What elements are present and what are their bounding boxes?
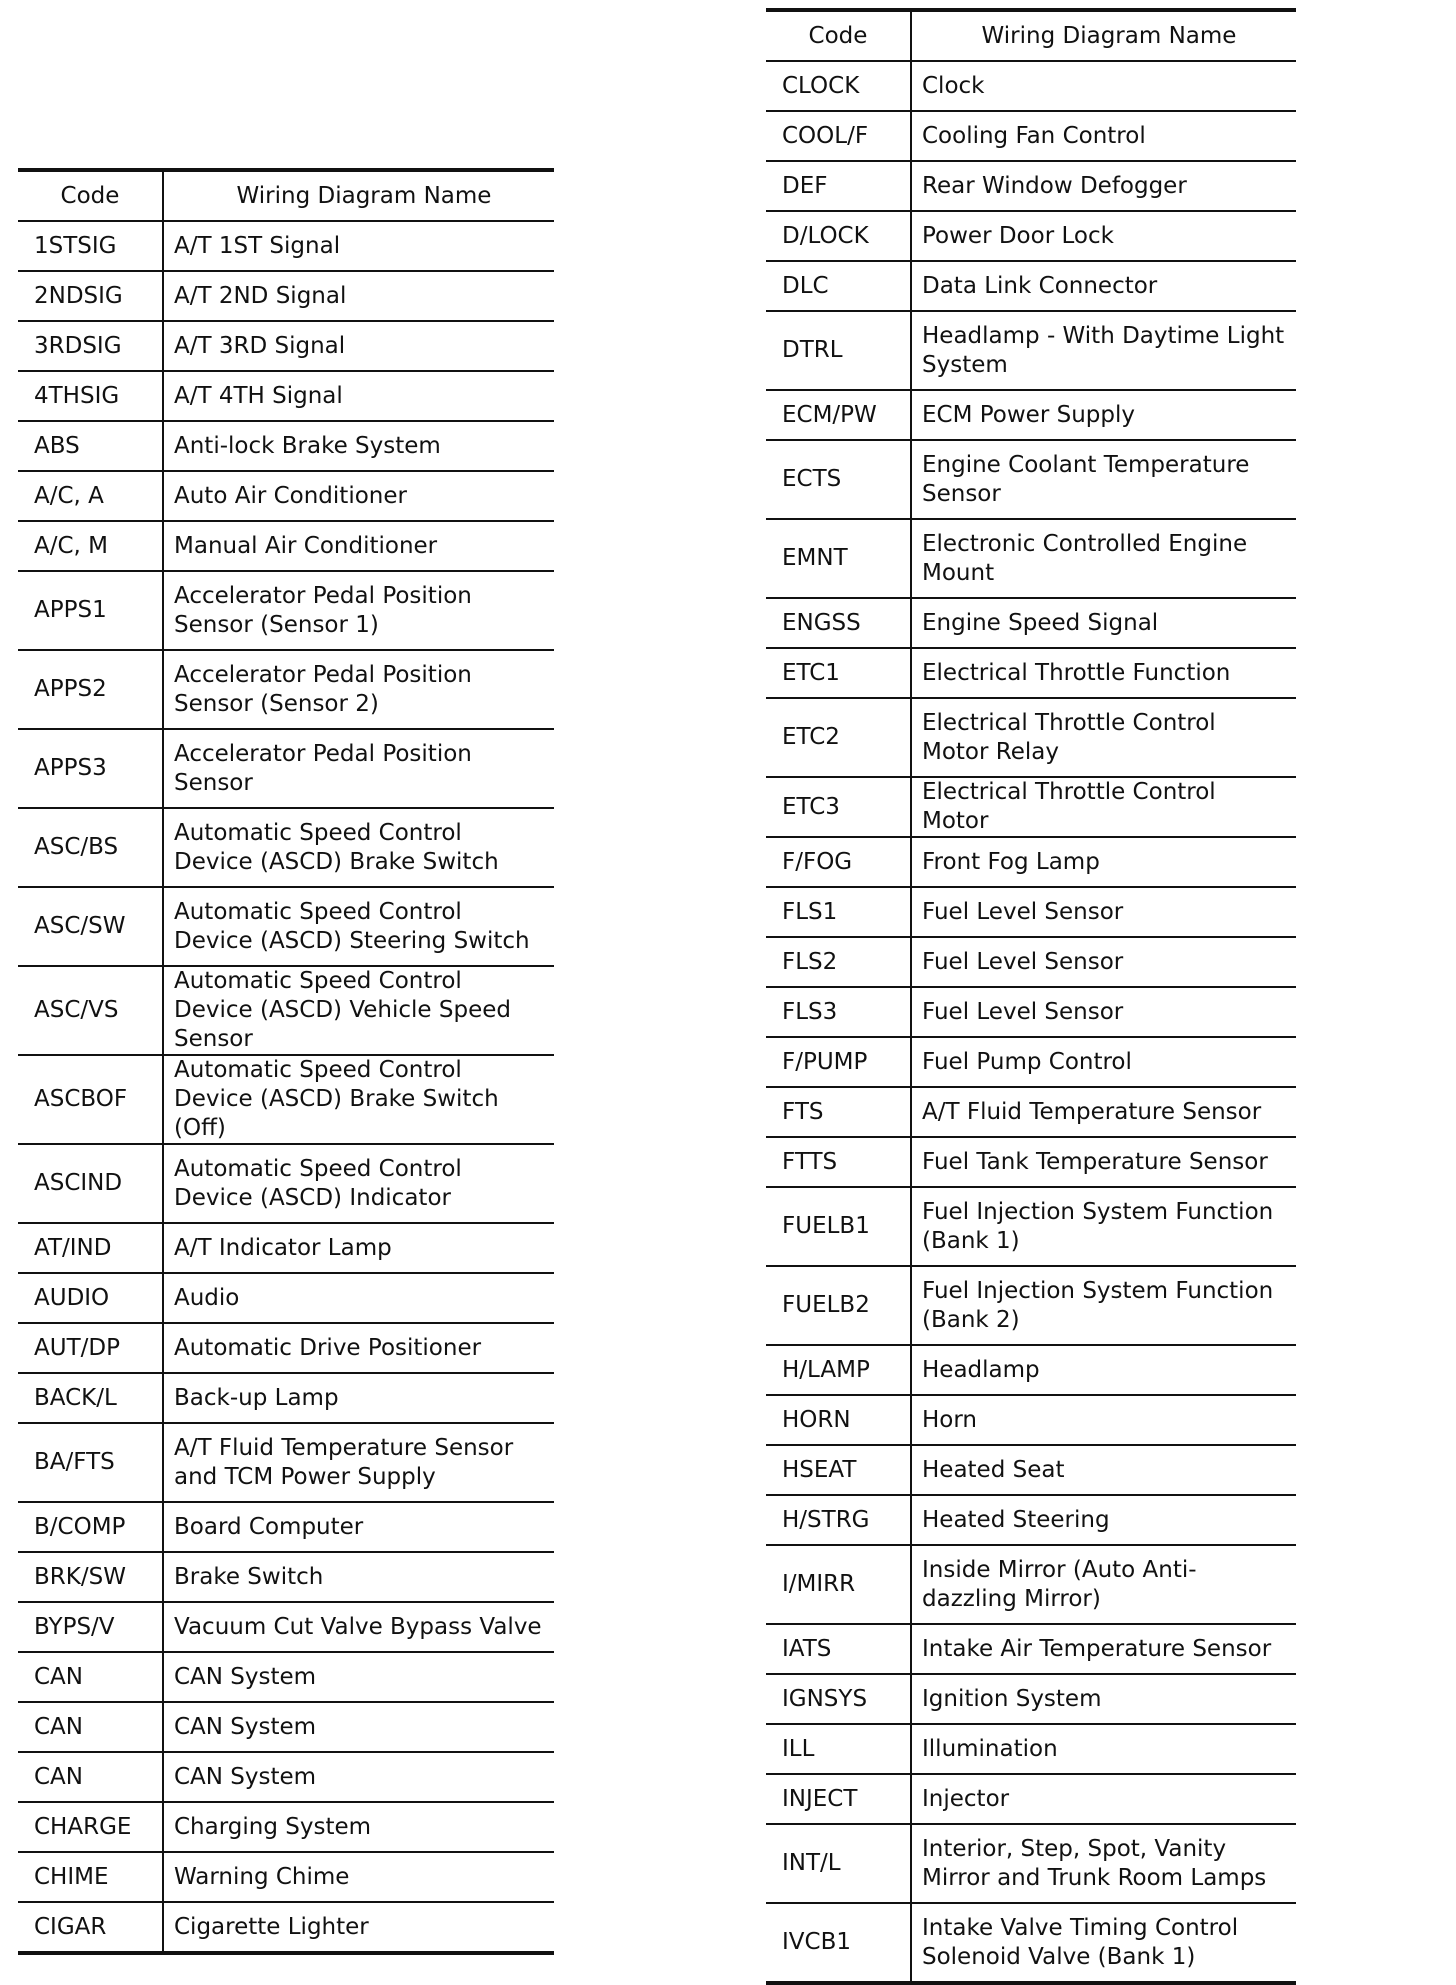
table-row [766,777,1296,837]
code-cell: ENGSS [766,598,911,648]
code-cell: 1STSIG [18,221,163,271]
wiring-diagram-name-cell: Automatic Drive Positioner [163,1323,554,1373]
table-row [766,1345,1296,1395]
table-row [766,1674,1296,1724]
wiring-diagram-name-cell: Electrical Throttle Control Motor Relay [911,698,1296,777]
code-cell: APPS3 [18,729,163,808]
table-row [18,1902,554,1953]
table-row [766,519,1296,598]
table-header-row [766,10,1296,61]
wiring-diagram-name-cell: Electrical Throttle Control Motor [911,777,1296,837]
table-row [766,311,1296,390]
wiring-diagram-name-cell: Cooling Fan Control [911,111,1296,161]
wiring-diagram-name-cell: CAN System [163,1752,554,1802]
wiring-diagram-name-cell: A/T 2ND Signal [163,271,554,321]
wiring-diagram-name-cell: Headlamp - With Daytime Light System [911,311,1296,390]
code-cell: APPS2 [18,650,163,729]
table-row [766,1266,1296,1345]
wiring-diagram-name-cell: Heated Seat [911,1445,1296,1495]
wiring-diagram-name-cell: Fuel Injection System Function (Bank 1) [911,1187,1296,1266]
code-cell: DLC [766,261,911,311]
table-row [18,1055,554,1144]
code-cell: FUELB2 [766,1266,911,1345]
table-row [766,1495,1296,1545]
code-cell: AUT/DP [18,1323,163,1373]
table-row [766,987,1296,1037]
table-row [766,211,1296,261]
code-cell: ASCBOF [18,1055,163,1144]
wiring-diagram-name-cell: Vacuum Cut Valve Bypass Valve [163,1602,554,1652]
wiring-diagram-name-cell: Accelerator Pedal Position Sensor (Sensor 1) [163,571,554,650]
table-row [766,1624,1296,1674]
wiring-diagram-name-cell: Automatic Speed Control Device (ASCD) Brake Switch (Off) [163,1055,554,1144]
code-cell: CLOCK [766,61,911,111]
table-row [766,1824,1296,1903]
wiring-diagram-name-cell: Warning Chime [163,1852,554,1902]
code-cell: ECM/PW [766,390,911,440]
table-row [766,111,1296,161]
table-row [18,221,554,271]
wiring-diagram-name-cell: Electronic Controlled Engine Mount [911,519,1296,598]
code-cell: ASCIND [18,1144,163,1223]
table-row [766,1445,1296,1495]
code-cell: ETC2 [766,698,911,777]
wiring-diagram-name-cell: Intake Air Temperature Sensor [911,1624,1296,1674]
wiring-diagram-name-cell: Board Computer [163,1502,554,1552]
table-row [18,1652,554,1702]
table-row [18,571,554,650]
table-row [766,440,1296,519]
table-row [18,1702,554,1752]
table-row [18,808,554,887]
code-cell: HSEAT [766,1445,911,1495]
code-cell: AUDIO [18,1273,163,1323]
code-cell: CIGAR [18,1902,163,1953]
wiring-diagram-name-cell: Fuel Pump Control [911,1037,1296,1087]
code-cell: INT/L [766,1824,911,1903]
table-row [18,471,554,521]
wiring-diagram-name-cell: Ignition System [911,1674,1296,1724]
wiring-diagram-name-cell: Auto Air Conditioner [163,471,554,521]
code-cell: H/STRG [766,1495,911,1545]
wiring-diagram-name-cell: Automatic Speed Control Device (ASCD) Steering Switch [163,887,554,966]
wiring-diagram-name-cell: Engine Coolant Temperature Sensor [911,440,1296,519]
code-cell: DEF [766,161,911,211]
name-header: Wiring Diagram Name [911,10,1296,61]
code-cell: I/MIRR [766,1545,911,1624]
code-cell: HORN [766,1395,911,1445]
code-cell: CAN [18,1752,163,1802]
wiring-diagram-name-cell: Heated Steering [911,1495,1296,1545]
code-cell: H/LAMP [766,1345,911,1395]
code-cell: ECTS [766,440,911,519]
code-cell: ABS [18,421,163,471]
table-row [18,1423,554,1502]
code-cell: BACK/L [18,1373,163,1423]
wiring-diagram-name-cell: Anti-lock Brake System [163,421,554,471]
code-cell: CHARGE [18,1802,163,1852]
wiring-diagram-name-cell: Fuel Tank Temperature Sensor [911,1137,1296,1187]
table-row [18,1602,554,1652]
code-cell: CAN [18,1652,163,1702]
wiring-diagram-name-cell: Charging System [163,1802,554,1852]
table-row [18,1373,554,1423]
table-row [18,1323,554,1373]
wiring-diagram-name-cell: A/T Indicator Lamp [163,1223,554,1273]
wiring-diagram-name-cell: Illumination [911,1724,1296,1774]
table-row [18,321,554,371]
wiring-diagram-name-cell: Injector [911,1774,1296,1824]
wiring-diagram-name-cell: A/T 3RD Signal [163,321,554,371]
wiring-diagram-name-cell: Automatic Speed Control Device (ASCD) Brake Switch [163,808,554,887]
table-row [18,650,554,729]
code-header: Code [766,10,911,61]
wiring-diagram-name-cell: A/T Fluid Temperature Sensor and TCM Power Supply [163,1423,554,1502]
code-cell: D/LOCK [766,211,911,261]
code-cell: COOL/F [766,111,911,161]
table-row [766,161,1296,211]
code-cell: B/COMP [18,1502,163,1552]
wiring-diagram-name-cell: Automatic Speed Control Device (ASCD) Indicator [163,1144,554,1223]
table-row [766,390,1296,440]
table-row [18,521,554,571]
table-row [766,1395,1296,1445]
table-row [18,887,554,966]
code-cell: F/PUMP [766,1037,911,1087]
wiring-diagram-name-cell: Interior, Step, Spot, Vanity Mirror and Trunk Room Lamps [911,1824,1296,1903]
table-row [18,271,554,321]
table-row [766,698,1296,777]
wiring-diagram-name-cell: Fuel Level Sensor [911,887,1296,937]
code-cell: AT/IND [18,1223,163,1273]
table-row [18,371,554,421]
table-row [766,1903,1296,1983]
table-row [766,1087,1296,1137]
table-row [766,261,1296,311]
table-row [766,61,1296,111]
code-cell: ILL [766,1724,911,1774]
code-cell: FLS2 [766,937,911,987]
code-cell: CAN [18,1702,163,1752]
wiring-diagram-name-cell: A/T 1ST Signal [163,221,554,271]
code-cell: A/C, M [18,521,163,571]
wiring-diagram-name-cell: A/T 4TH Signal [163,371,554,421]
wiring-diagram-name-cell: Cigarette Lighter [163,1902,554,1953]
table-row [18,1552,554,1602]
wiring-diagram-name-cell: Fuel Level Sensor [911,937,1296,987]
code-cell: FTTS [766,1137,911,1187]
table-row [18,1223,554,1273]
table-row [766,1724,1296,1774]
code-cell: FLS1 [766,887,911,937]
table-row [18,1752,554,1802]
wiring-diagram-name-cell: Intake Valve Timing Control Solenoid Valve (Bank 1) [911,1903,1296,1983]
name-header: Wiring Diagram Name [163,170,554,221]
wiring-diagram-name-cell: Manual Air Conditioner [163,521,554,571]
table-row [18,1502,554,1552]
table-row [18,1852,554,1902]
wiring-diagram-name-cell: A/T Fluid Temperature Sensor [911,1087,1296,1137]
table-row [766,1137,1296,1187]
code-cell: FUELB1 [766,1187,911,1266]
code-cell: F/FOG [766,837,911,887]
code-cell: BA/FTS [18,1423,163,1502]
table-header-row [18,170,554,221]
table-row [766,598,1296,648]
table-row [766,1037,1296,1087]
wiring-diagram-name-cell: Electrical Throttle Function [911,648,1296,698]
wiring-diagram-name-cell: Fuel Level Sensor [911,987,1296,1037]
wiring-diagram-name-cell: Accelerator Pedal Position Sensor [163,729,554,808]
code-cell: IVCB1 [766,1903,911,1983]
table-row [766,1545,1296,1624]
table-row [18,421,554,471]
wiring-diagram-name-cell: CAN System [163,1702,554,1752]
wiring-diagram-name-cell: Brake Switch [163,1552,554,1602]
wiring-diagram-name-cell: Rear Window Defogger [911,161,1296,211]
table-row [766,837,1296,887]
code-header: Code [18,170,163,221]
table-row [766,887,1296,937]
code-cell: 4THSIG [18,371,163,421]
code-cell: ETC3 [766,777,911,837]
code-cell: APPS1 [18,571,163,650]
code-cell: IGNSYS [766,1674,911,1724]
table-row [18,966,554,1055]
wiring-diagram-name-cell: Accelerator Pedal Position Sensor (Sensor 2) [163,650,554,729]
table-row [766,937,1296,987]
wiring-diagram-name-cell: Headlamp [911,1345,1296,1395]
wiring-diagram-name-cell: ECM Power Supply [911,390,1296,440]
code-cell: BRK/SW [18,1552,163,1602]
table-row [18,729,554,808]
code-cell: ASC/SW [18,887,163,966]
code-cell: A/C, A [18,471,163,521]
code-cell: DTRL [766,311,911,390]
code-cell: CHIME [18,1852,163,1902]
code-cell: ASC/VS [18,966,163,1055]
wiring-diagram-name-cell: CAN System [163,1652,554,1702]
wiring-diagram-name-cell: Power Door Lock [911,211,1296,261]
wiring-table-right [766,8,1296,1985]
code-cell: 3RDSIG [18,321,163,371]
wiring-diagram-name-cell: Front Fog Lamp [911,837,1296,887]
table-row [766,1187,1296,1266]
code-cell: FTS [766,1087,911,1137]
wiring-diagram-name-cell: Audio [163,1273,554,1323]
code-cell: ASC/BS [18,808,163,887]
code-cell: BYPS/V [18,1602,163,1652]
wiring-diagram-name-cell: Engine Speed Signal [911,598,1296,648]
wiring-diagram-name-cell: Fuel Injection System Function (Bank 2) [911,1266,1296,1345]
code-cell: FLS3 [766,987,911,1037]
code-cell: 2NDSIG [18,271,163,321]
table-row [18,1802,554,1852]
code-cell: INJECT [766,1774,911,1824]
wiring-diagram-name-cell: Clock [911,61,1296,111]
wiring-diagram-name-cell: Automatic Speed Control Device (ASCD) Vehicle Speed Sensor [163,966,554,1055]
code-cell: IATS [766,1624,911,1674]
wiring-table-left [18,168,554,1955]
table-row [766,648,1296,698]
table-row [18,1273,554,1323]
code-cell: EMNT [766,519,911,598]
wiring-diagram-name-cell: Horn [911,1395,1296,1445]
wiring-diagram-name-cell: Back-up Lamp [163,1373,554,1423]
table-row [18,1144,554,1223]
code-cell: ETC1 [766,648,911,698]
table-row [766,1774,1296,1824]
wiring-diagram-name-cell: Inside Mirror (Auto Anti-dazzling Mirror) [911,1545,1296,1624]
wiring-diagram-name-cell: Data Link Connector [911,261,1296,311]
